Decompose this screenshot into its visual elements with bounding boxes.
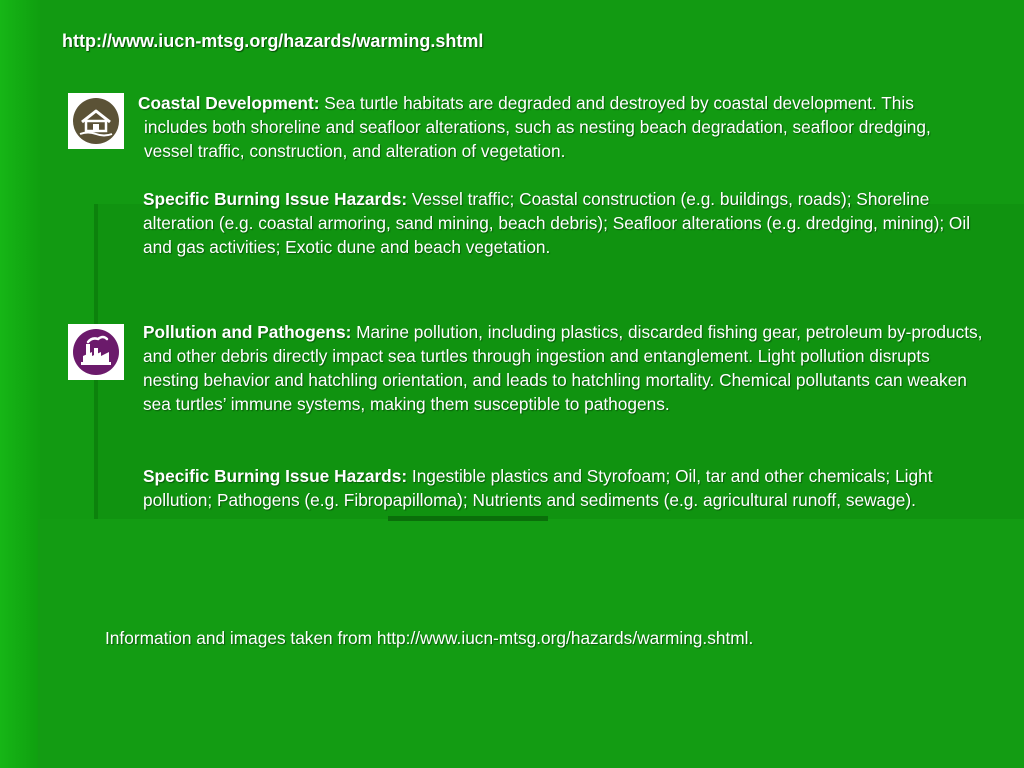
coastal-development-text: Sea turtle habitats are degraded and destroyed by coastal development. This includes both shoreline and seafloor alterations, such as nesting beach degradation, seafloor dredging, vessel traffic, construction, and alteration of vegetation. — [144, 93, 931, 161]
pollution-pathogens-description — [143, 320, 988, 416]
pollution-pathogens-heading: Pollution and Pathogens: — [143, 322, 352, 342]
source-link[interactable]: http://www.iucn-mtsg.org/hazards/warming.shtml — [62, 31, 484, 51]
background-left-strip — [0, 0, 40, 768]
coastal-development-image — [68, 93, 124, 149]
coastal-development-description — [138, 91, 968, 163]
background-divider-bar — [388, 516, 548, 521]
source-attribution: Information and images taken from http://www.iucn-mtsg.org/hazards/warming.shtml. — [105, 628, 754, 648]
factory-icon — [72, 328, 120, 376]
coastal-hazards-heading: Specific Burning Issue Hazards: — [143, 189, 408, 209]
pollution-hazards-description — [143, 464, 943, 512]
coastal-development-heading: Coastal Development: — [138, 93, 320, 113]
coastal-hazards-description — [143, 187, 973, 259]
pollution-pathogens-text: Marine pollution, including plastics, discarded fishing gear, petroleum by-products, and other debris directly impact sea turtles through ingestion and entanglement. Light pollution disrupts nesting behavior and hatchling orientation, and leads to hatchling mortality. Chemical pollutants can weaken sea turtles’ immune systems, making them susceptible to pathogens. — [143, 322, 983, 414]
coastal-hazards-text: Vessel traffic; Coastal construction (e.g. buildings, roads); Shoreline alteration (e.g. coastal armoring, sand mining, beach debris); Seafloor alterations (e.g. dredging, mining); Oil and gas activities; Exotic dune and beach vegetation. — [143, 189, 971, 257]
pollution-hazards-text: Ingestible plastics and Styrofoam; Oil, tar and other chemicals; Light pollution; Pathogens (e.g. Fibropapilloma); Nutrients and sediments (e.g. agricultural runoff, sewage). — [143, 466, 933, 510]
pollution-pathogens-image — [68, 324, 124, 380]
pollution-hazards-heading: Specific Burning Issue Hazards: — [143, 466, 408, 486]
house-icon — [72, 97, 120, 145]
